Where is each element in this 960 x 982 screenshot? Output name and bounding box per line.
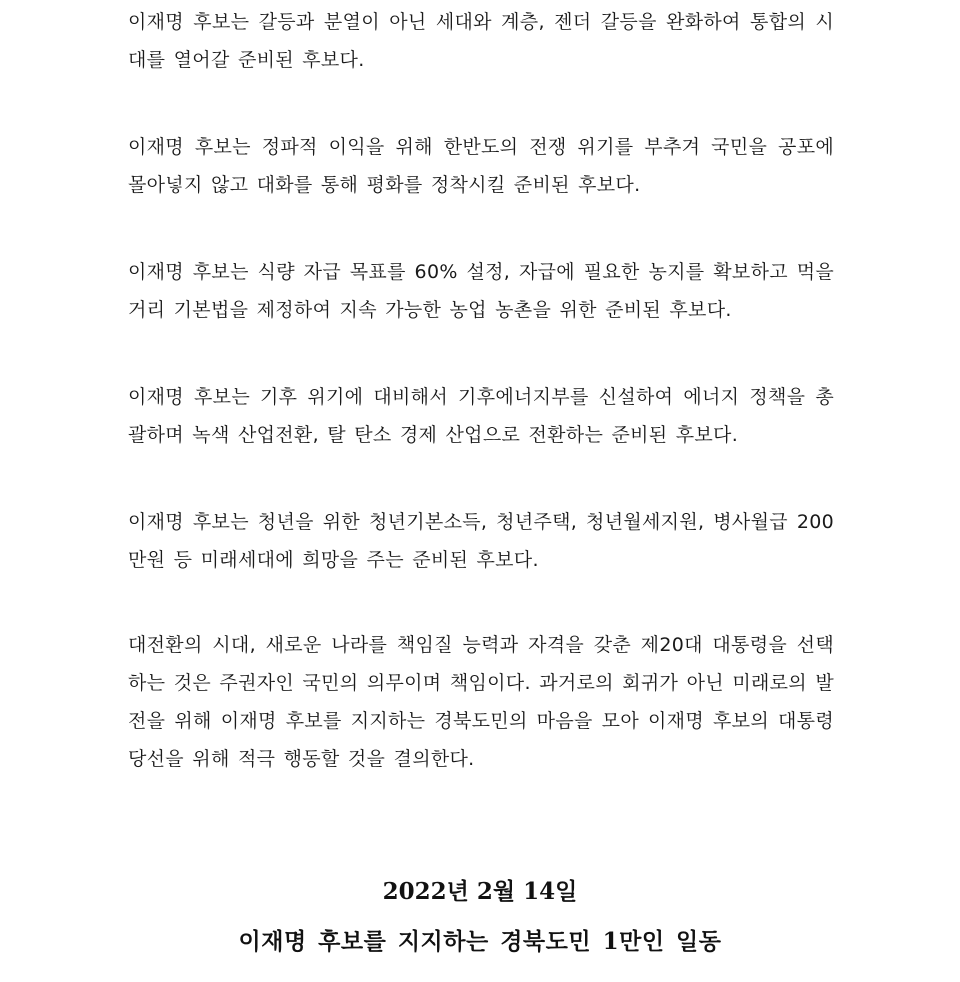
paragraph-peace: 이재명 후보는 정파적 이익을 위해 한반도의 전쟁 위기를 부추겨 국민을 공포에 몰아넣지 않고 대화를 통해 평화를 정착시킬 준비된 후보다. bbox=[128, 136, 834, 196]
statement-date: 2022년 2월 14일 bbox=[382, 878, 578, 905]
paragraph-youth: 이재명 후보는 청년을 위한 청년기본소득, 청년주택, 청년월세지원, 병사월급 200만원 등 미래세대에 희망을 주는 준비된 후보다. bbox=[128, 511, 834, 571]
paragraph-climate: 이재명 후보는 기후 위기에 대비해서 기후에너지부를 신설하여 에너지 정책을 총괄하며 녹색 산업전환, 탈 탄소 경제 산업으로 전환하는 준비된 후보다. bbox=[128, 386, 834, 446]
paragraph-unity: 이재명 후보는 갈등과 분열이 아닌 세대와 계층, 젠더 갈등을 완화하여 통합의 시대를 열어갈 준비된 후보다. bbox=[128, 11, 834, 71]
statement-signatory: 이재명 후보를 지지하는 경북도민 1만인 일동 bbox=[238, 928, 722, 955]
paragraph-resolution: 대전환의 시대, 새로운 나라를 책임질 능력과 자격을 갖춘 제20대 대통령을 선택하는 것은 주권자인 국민의 의무이며 책임이다. 과거로의 회귀가 아닌 미래로의 발전을 위해 이재명 후보를 지지하는 경북도민의 마음을 모아 이재명 후보의 대통령 당선을 위해 적극 행동할 것을 결의한다. bbox=[128, 634, 834, 770]
paragraph-food-self-sufficiency: 이재명 후보는 식량 자급 목표를 60% 설정, 자급에 필요한 농지를 확보하고 먹을거리 기본법을 제정하여 지속 가능한 농업 농촌을 위한 준비된 후보다. bbox=[128, 261, 834, 321]
